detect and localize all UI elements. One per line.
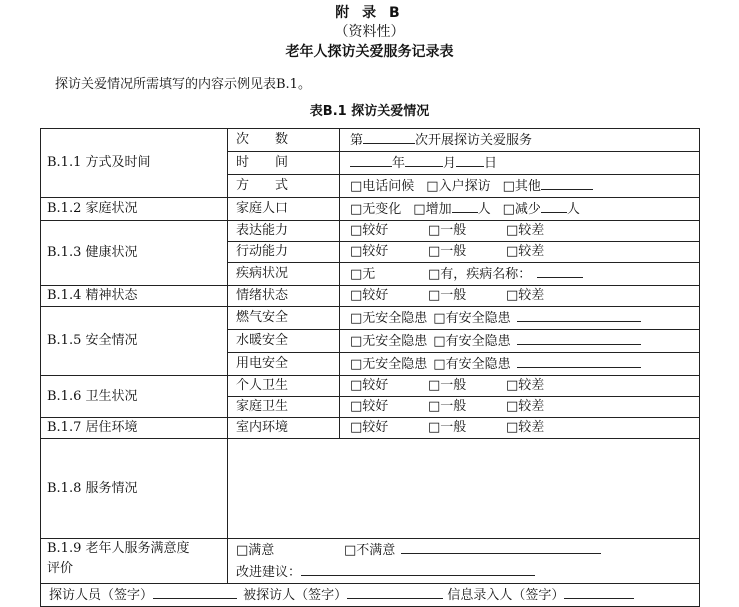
table-row [41,198,700,221]
satisfaction-cell[interactable] [228,539,700,584]
suggestion-label: 改进建议： [236,565,302,580]
section-label-line: 评价 [47,561,74,576]
intro-text: 探访关爱情况所需填写的内容示例见表B.1。 [55,77,311,92]
table-row [41,539,700,584]
value-text: 日 [484,156,498,171]
blank-field[interactable] [452,198,478,213]
appendix-heading: 附 录 B [335,5,404,21]
value-text: 人 [477,202,491,217]
table-row [41,418,700,439]
checkbox-option[interactable]: □无安全隐患 [350,334,428,349]
signature-row [41,584,700,607]
recorder-signature-field[interactable] [564,584,634,599]
checkbox-option[interactable]: □较好 [350,420,389,435]
table-row [41,376,700,397]
section-label: B.1.1 方式及时间 [41,129,228,198]
checkbox-option[interactable]: □有安全隐患 [433,357,511,372]
section-label: B.1.3 健康状况 [41,221,228,286]
item-label: 次 数 [228,129,340,152]
section-label: B.1.4 精神状态 [41,286,228,307]
item-value[interactable] [340,307,700,330]
value-text: 月 [443,156,457,171]
visitor-signature-field[interactable] [153,584,237,599]
item-value[interactable] [340,376,700,397]
section-label: B.1.7 居住环境 [41,418,228,439]
visitor-signature-label: 探访人员（签字） [49,588,154,603]
checkbox-option[interactable]: □较差 [506,244,545,259]
checkbox-option[interactable]: □有安全隐患 [433,311,511,326]
checkbox-option[interactable]: □较好 [350,288,389,303]
item-label: 室内环境 [228,418,340,439]
checkbox-option[interactable]: □无 [350,267,376,282]
checkbox-option[interactable]: □其他 [502,179,541,194]
checkbox-option[interactable]: □一般 [428,399,467,414]
checkbox-option[interactable]: □一般 [428,378,467,393]
section-label: B.1.5 安全情况 [41,307,228,376]
checkbox-option[interactable]: □一般 [428,420,467,435]
item-label: 疾病状况 [228,263,340,286]
item-label: 时 间 [228,152,340,175]
section-label: B.1.8 服务情况 [41,439,228,539]
item-value[interactable] [340,221,700,242]
table-row [41,307,700,330]
blank-field[interactable] [405,152,443,167]
item-label: 用电安全 [228,353,340,376]
checkbox-option[interactable]: □较差 [506,399,545,414]
item-label: 方 式 [228,175,340,198]
checkbox-option[interactable]: □入户探访 [426,179,491,194]
checkbox-option[interactable]: □较好 [350,378,389,393]
blank-field[interactable] [517,353,641,368]
blank-field[interactable] [541,198,567,213]
section-label [41,539,228,584]
item-label: 家庭人口 [228,198,340,221]
item-label: 家庭卫生 [228,397,340,418]
checkbox-option[interactable]: □较好 [350,399,389,414]
checkbox-option[interactable]: □较差 [506,378,545,393]
blank-field[interactable] [517,307,641,322]
visitee-signature-field[interactable] [347,584,443,599]
blank-field[interactable] [363,129,415,144]
table-row [41,129,700,152]
checkbox-option[interactable]: □较好 [350,223,389,238]
checkbox-option[interactable]: □无变化 [350,202,402,217]
suggestion-field[interactable] [301,561,535,576]
checkbox-option[interactable]: □有，疾病名称： [428,267,532,282]
appendix-nature: （资料性） [334,24,405,40]
checkbox-option[interactable]: □一般 [428,288,467,303]
item-value[interactable] [340,353,700,376]
section-label: B.1.6 卫生状况 [41,376,228,418]
checkbox-option[interactable]: □较差 [506,223,545,238]
table-row [41,286,700,307]
checkbox-option[interactable]: □较差 [506,288,545,303]
form-title: 老年人探访关爱服务记录表 [285,44,454,60]
blank-field[interactable] [401,539,601,554]
checkbox-option[interactable]: □电话问候 [350,179,415,194]
checkbox-option[interactable]: □满意 [236,543,275,558]
item-value[interactable] [340,242,700,263]
table-row [41,221,700,242]
value-text: 年 [392,156,406,171]
checkbox-option[interactable]: □一般 [428,244,467,259]
table-row [41,584,700,607]
item-value[interactable] [340,397,700,418]
section-label: B.1.2 家庭状况 [41,198,228,221]
item-label: 水暖安全 [228,330,340,353]
item-label: 情绪状态 [228,286,340,307]
item-label: 行动能力 [228,242,340,263]
item-value[interactable] [340,152,700,175]
value-text: 次开展探访关爱服务 [415,133,533,148]
visit-record-table [40,128,700,607]
checkbox-option[interactable]: □无安全隐患 [350,357,428,372]
item-value[interactable] [340,198,700,221]
blank-field[interactable] [537,263,583,278]
item-label: 燃气安全 [228,307,340,330]
checkbox-option[interactable]: □无安全隐患 [350,311,428,326]
item-value[interactable] [340,129,700,152]
checkbox-option[interactable]: □增加 [413,202,452,217]
item-label: 表达能力 [228,221,340,242]
checkbox-option[interactable]: □不满意 [344,543,396,558]
visitee-signature-label: 被探访人（签字） [243,588,348,603]
blank-field[interactable] [456,152,484,167]
item-value[interactable] [340,330,700,353]
blank-field[interactable] [517,330,641,345]
item-value[interactable] [340,175,700,198]
blank-field[interactable] [541,175,593,190]
item-value[interactable] [340,418,700,439]
checkbox-option[interactable]: □较差 [506,420,545,435]
checkbox-option[interactable]: □较好 [350,244,389,259]
checkbox-option[interactable]: □减少 [502,202,541,217]
blank-field[interactable] [350,152,392,167]
checkbox-option[interactable]: □有安全隐患 [433,334,511,349]
item-value[interactable] [340,286,700,307]
table-row [41,439,700,539]
section-label-line: B.1.9 老年人服务满意度 [47,541,190,556]
item-label: 个人卫生 [228,376,340,397]
checkbox-option[interactable]: □一般 [428,223,467,238]
table-caption: 表B.1 探访关爱情况 [309,104,430,119]
value-text: 人 [566,202,580,217]
value-text: 第 [350,133,364,148]
item-value[interactable] [340,263,700,286]
recorder-signature-label: 信息录入人（签字） [447,588,565,603]
service-notes-area[interactable] [228,439,700,539]
